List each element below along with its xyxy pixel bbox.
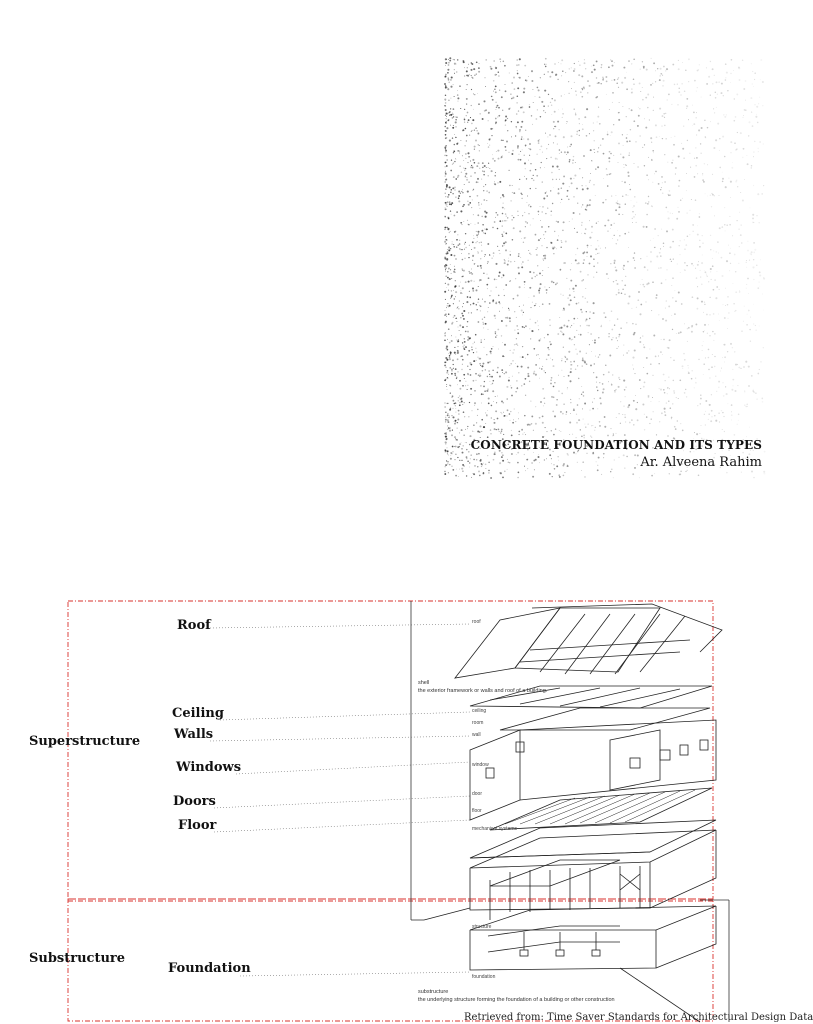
floor-slab <box>490 788 712 830</box>
roof-panel-left <box>455 608 560 678</box>
floor-hatch <box>505 790 695 824</box>
label-windows: Windows <box>176 760 242 775</box>
window-3 <box>660 750 670 760</box>
layer-tags <box>472 619 518 980</box>
cover-texture <box>445 58 765 478</box>
exploded-building <box>424 604 722 1022</box>
footings <box>488 926 620 956</box>
note-shell-title: shell <box>418 680 430 686</box>
note-substructure-title: substructure <box>418 989 449 995</box>
cover-author: Ar. Alveena Rahim <box>640 455 762 470</box>
label-ceiling: Ceiling <box>172 706 224 721</box>
label-substructure: Substructure <box>29 951 126 966</box>
tag-roof: roof <box>472 619 481 625</box>
tag-window: window <box>472 762 489 768</box>
label-roof: Roof <box>177 618 211 633</box>
structure-frame <box>470 830 716 868</box>
label-superstructure: Superstructure <box>29 734 141 749</box>
superstructure-box <box>68 601 713 899</box>
structure-columns <box>490 866 640 920</box>
diagram-notes <box>418 680 615 1003</box>
cover-title: CONCRETE FOUNDATION AND ITS TYPES <box>470 438 762 452</box>
roof-panel-right <box>515 608 660 672</box>
tag-door: door <box>472 791 483 797</box>
wall-top <box>500 708 710 730</box>
tag-mechanical: mechanical systems <box>472 826 518 832</box>
roof-rafters <box>520 614 690 674</box>
substructure-box <box>68 899 713 1021</box>
window-5 <box>700 740 708 750</box>
tag-floor: floor <box>472 808 482 814</box>
label-floor: Floor <box>178 818 217 833</box>
leader-lines <box>210 624 470 976</box>
wall-left <box>470 730 520 820</box>
tag-ceiling: ceiling <box>472 708 487 714</box>
wall-right-block <box>610 730 660 790</box>
window-4 <box>680 745 688 755</box>
divider-lines <box>411 601 729 1022</box>
window-6 <box>486 768 494 778</box>
label-foundation: Foundation <box>168 961 251 976</box>
tag-structure: structure <box>472 924 492 930</box>
tag-room: room <box>472 720 484 726</box>
image-credit: Retrieved from: Time Saver Standards for Architectural Design Data <box>464 1012 813 1023</box>
tag-wall: wall <box>472 732 481 738</box>
note-shell-desc: the exterior framework or walls and roof of a building. <box>418 688 548 694</box>
window-2 <box>630 758 640 768</box>
roof-eave <box>532 604 722 652</box>
guide-boxes <box>68 601 713 1021</box>
tag-foundation: foundation <box>472 974 496 980</box>
label-doors: Doors <box>173 794 216 809</box>
note-substructure-desc: the underlying structure forming the foundation of a building or other construction <box>418 997 615 1003</box>
label-walls: Walls <box>174 727 214 742</box>
